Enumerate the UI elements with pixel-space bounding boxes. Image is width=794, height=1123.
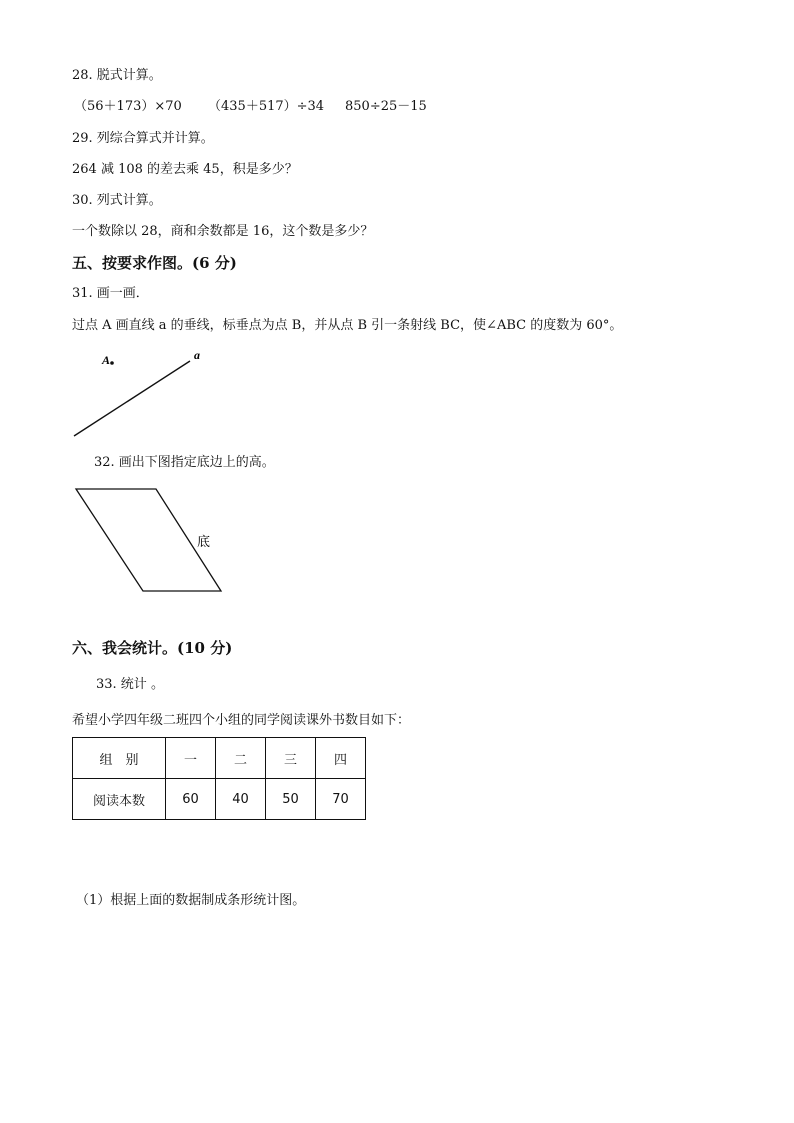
table-cell: 60 bbox=[166, 779, 216, 820]
q28-expression-3: 850÷25－15 bbox=[345, 99, 427, 114]
q28-title: 28. 脱式计算。 bbox=[72, 68, 162, 83]
table-cell: 一 bbox=[166, 738, 216, 779]
table-row bbox=[73, 779, 366, 820]
q29-text: 264 减 108 的差去乘 45，积是多少？ bbox=[72, 162, 298, 177]
q33-intro: 希望小学四年级二班四个小组的同学阅读课外书数目如下： bbox=[72, 713, 411, 728]
table-cell: 阅读本数 bbox=[73, 779, 166, 820]
line-a-label: a bbox=[194, 348, 200, 362]
q32-parallelogram-figure bbox=[70, 484, 240, 599]
line-a bbox=[74, 361, 190, 436]
reading-data-table bbox=[72, 737, 366, 820]
q29-title: 29. 列综合算式并计算。 bbox=[72, 131, 214, 146]
point-a-label: A bbox=[102, 353, 111, 367]
table-cell: 四 bbox=[316, 738, 366, 779]
q30-title: 30. 列式计算。 bbox=[72, 193, 162, 208]
table-cell: 组 别 bbox=[73, 738, 166, 779]
table-cell: 二 bbox=[216, 738, 266, 779]
q32-title: 32. 画出下图指定底边上的高。 bbox=[94, 455, 275, 470]
q30-text: 一个数除以 28，商和余数都是 16，这个数是多少？ bbox=[72, 224, 374, 239]
table-cell: 70 bbox=[316, 779, 366, 820]
table-cell: 50 bbox=[266, 779, 316, 820]
q33-part-1: （1）根据上面的数据制成条形统计图。 bbox=[76, 893, 306, 908]
base-label: 底 bbox=[197, 535, 211, 550]
q28-expression-2: （435＋517）÷34 bbox=[208, 99, 325, 114]
q31-title: 31. 画一画． bbox=[72, 286, 149, 301]
section-6-heading: 六、我会统计。(10 分) bbox=[72, 639, 233, 657]
q28-expression-1: （56＋173）×70 bbox=[74, 99, 182, 114]
q31-figure bbox=[66, 344, 216, 444]
q31-text: 过点 A 画直线 a 的垂线，标垂点为点 B，并从点 B 引一条射线 BC，使∠ABC 的度数为 60°。 bbox=[72, 318, 623, 333]
table-cell: 三 bbox=[266, 738, 316, 779]
table-cell: 40 bbox=[216, 779, 266, 820]
q33-title: 33. 统计 。 bbox=[96, 677, 164, 692]
section-5-heading: 五、按要求作图。(6 分) bbox=[72, 254, 237, 272]
point-a-dot bbox=[110, 361, 114, 365]
table-header-row bbox=[73, 738, 366, 779]
